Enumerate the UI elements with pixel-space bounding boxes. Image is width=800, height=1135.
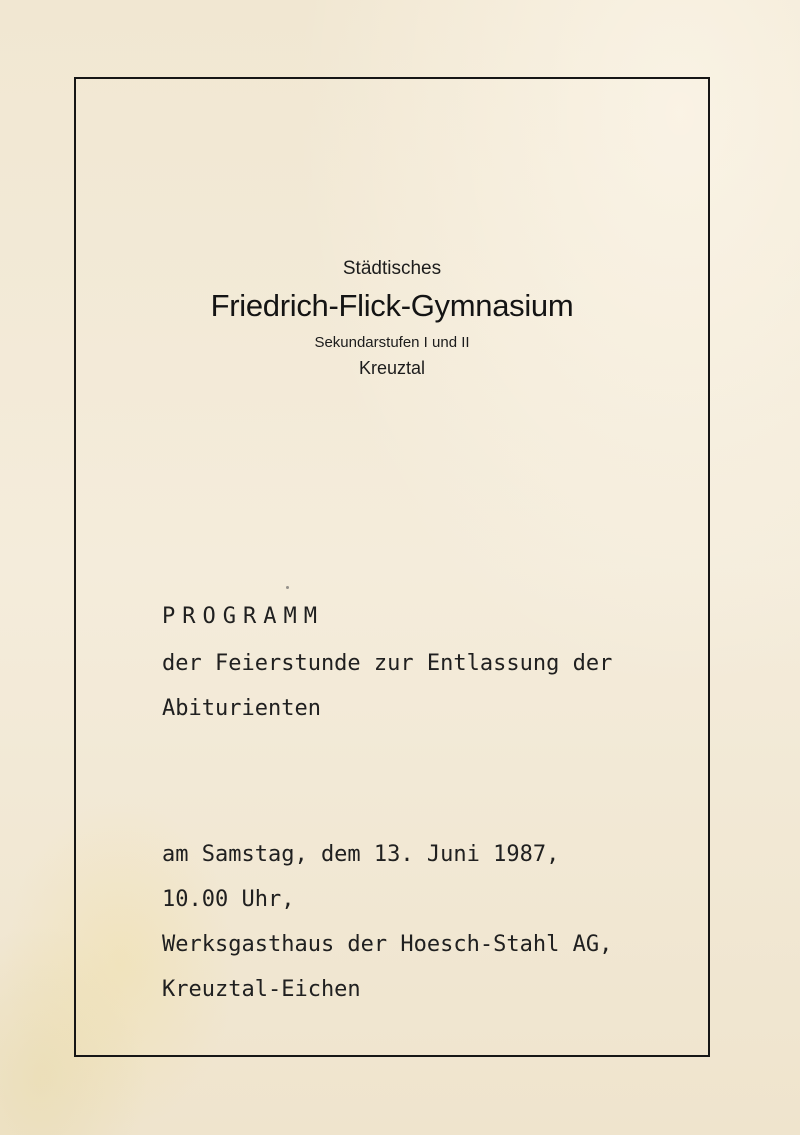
event-venue: Werksgasthaus der Hoesch-Stahl AG, <box>162 932 613 957</box>
program-subtitle-line2: Abiturienten <box>162 696 321 721</box>
event-date: am Samstag, dem 13. Juni 1987, <box>162 842 560 867</box>
event-place: Kreuztal-Eichen <box>162 977 361 1002</box>
school-levels: Sekundarstufen I und II <box>314 334 470 351</box>
paper-speck <box>286 586 289 589</box>
school-name: Friedrich-Flick-Gymnasium <box>210 288 574 323</box>
program-subtitle-line1: der Feierstunde zur Entlassung der <box>162 651 613 676</box>
program-title: PROGRAMM <box>162 604 324 629</box>
school-city: Kreuztal <box>358 358 426 378</box>
school-header <box>74 256 710 380</box>
school-type-label: Städtisches <box>342 258 442 279</box>
event-time: 10.00 Uhr, <box>162 887 295 912</box>
